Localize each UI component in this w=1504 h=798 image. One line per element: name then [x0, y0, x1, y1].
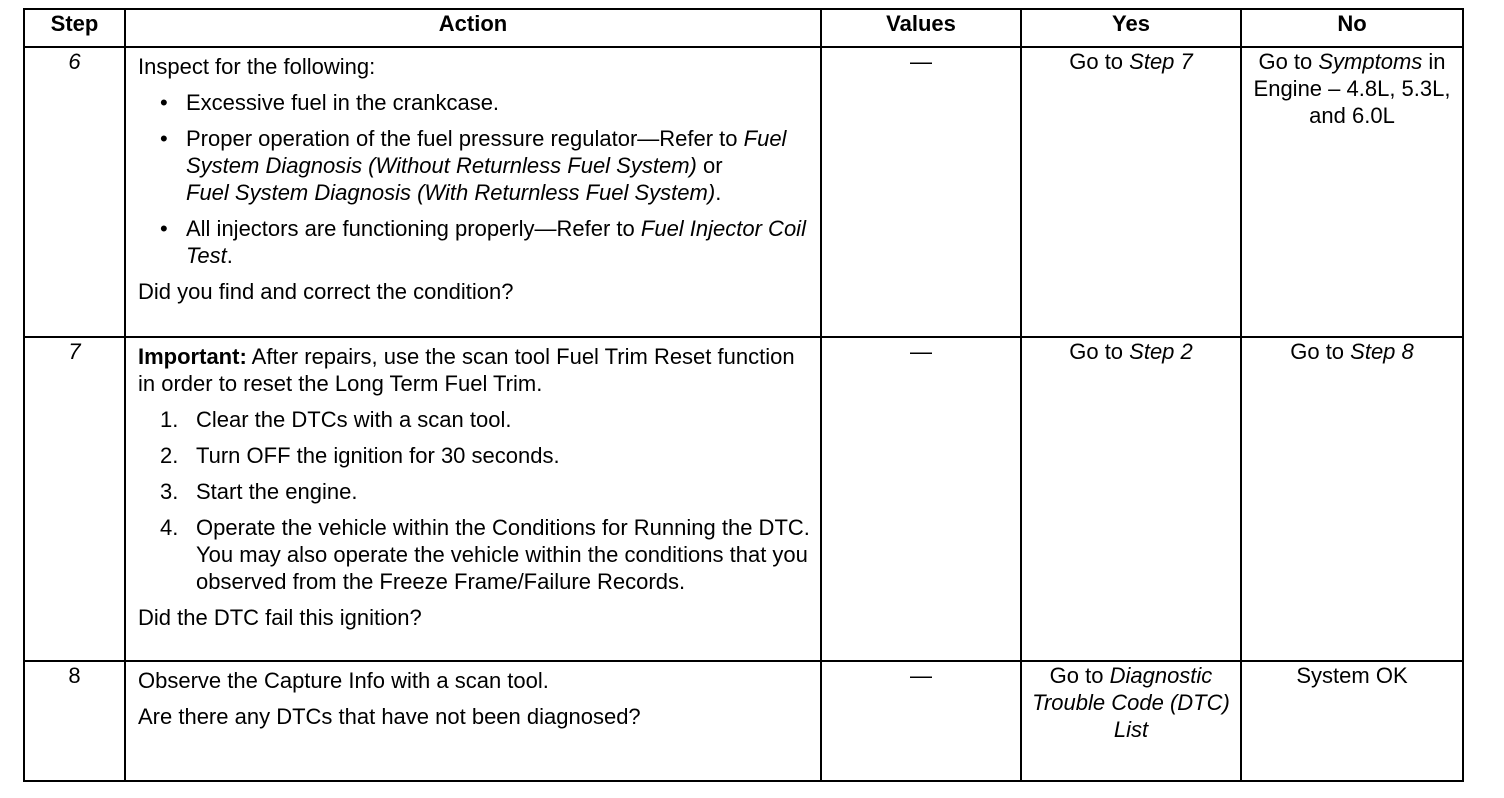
header-row [24, 9, 1463, 47]
action-cell [125, 661, 821, 781]
values-dash: — [910, 339, 932, 364]
bullet-text [186, 125, 810, 206]
action-question: Are there any DTCs that have not been diagnosed? [138, 704, 641, 729]
item-number: 3. [160, 479, 179, 504]
step-number: 6 [24, 47, 125, 337]
bullet-marker: • [160, 216, 168, 241]
bullet-item [160, 215, 810, 269]
bullet-text-part: . [226, 243, 233, 268]
table-row-step-6 [24, 47, 1463, 337]
action-text: Observe the Capture Info with a scan tool. [138, 668, 549, 693]
values-dash: — [910, 663, 932, 688]
important-note [138, 343, 810, 397]
no-cell [1241, 47, 1463, 337]
reference-link[interactable]: Fuel System Diagnosis (With Returnless Fuel System) [186, 180, 716, 205]
item-number: 2. [160, 443, 179, 468]
action-cell [125, 337, 821, 661]
table-row-step-8 [24, 661, 1463, 781]
bullet-text-part: or [696, 153, 723, 178]
reference-link[interactable]: Fuel Injector Coil Test [186, 216, 806, 268]
no-text: System OK [1296, 663, 1408, 688]
bullet-text-part: All injectors are functioning properly—Refer to [186, 216, 641, 241]
item-text: Turn OFF the ignition for 30 seconds. [196, 443, 560, 468]
header-step: Step [24, 9, 125, 47]
no-text: Go to [1258, 49, 1319, 74]
no-symptoms-link[interactable]: Symptoms [1318, 49, 1423, 74]
action-question: Did the DTC fail this ignition? [138, 605, 422, 630]
reference-link[interactable]: Fuel System Diagnosis (Without Returnless Fuel System) [186, 126, 787, 178]
header-values: Values [821, 9, 1021, 47]
important-text: After repairs, use the scan tool Fuel Trim Reset function in order to reset the Long Term Fuel Trim. [138, 344, 795, 396]
values-dash: — [910, 49, 932, 74]
item-text: Clear the DTCs with a scan tool. [196, 407, 512, 432]
header-yes: Yes [1021, 9, 1241, 47]
no-text: Go to [1290, 339, 1351, 364]
item-text: Start the engine. [196, 479, 358, 504]
yes-text: Go to [1049, 663, 1110, 688]
item-number: 4. [160, 515, 179, 540]
yes-text: Go to [1069, 49, 1130, 74]
yes-step-link[interactable]: Step 2 [1129, 339, 1193, 364]
no-cell [1241, 337, 1463, 661]
action-question: Did you find and correct the condition? [138, 279, 514, 304]
numbered-item [160, 406, 810, 433]
yes-dtc-list-link[interactable]: Diagnostic Trouble Code (DTC) List [1032, 663, 1230, 742]
step-number: 8 [24, 661, 125, 781]
item-text: Operate the vehicle within the Conditions for Running the DTC. You may also operate the vehicle within the conditions that you observed from the Freeze Frame/Failure Records. [196, 515, 810, 594]
yes-cell [1021, 661, 1241, 781]
action-intro: Inspect for the following: [138, 54, 376, 79]
bullet-text-part: . [715, 180, 722, 205]
yes-text: Go to [1069, 339, 1130, 364]
diagnostic-table [23, 8, 1464, 782]
no-cell [1241, 661, 1463, 781]
no-text: in Engine – 4.8L, 5.3L, and 6.0L [1253, 49, 1451, 128]
bullet-marker: • [160, 90, 168, 115]
no-step-link[interactable]: Step 8 [1350, 339, 1414, 364]
table-row-step-7 [24, 337, 1463, 661]
values-cell [821, 661, 1021, 781]
values-cell [821, 337, 1021, 661]
numbered-item [160, 442, 810, 469]
step-number: 7 [24, 337, 125, 661]
yes-cell [1021, 47, 1241, 337]
bullet-text [186, 215, 810, 269]
item-number: 1. [160, 407, 179, 432]
numbered-item [160, 514, 810, 595]
bullet-marker: • [160, 126, 168, 151]
action-cell [125, 47, 821, 337]
yes-cell [1021, 337, 1241, 661]
important-label: Important: [138, 344, 247, 369]
bullet-item [160, 125, 810, 206]
header-action: Action [125, 9, 821, 47]
bullet-item [160, 89, 810, 116]
numbered-item [160, 478, 810, 505]
values-cell [821, 47, 1021, 337]
bullet-text: Excessive fuel in the crankcase. [186, 90, 500, 115]
header-no: No [1241, 9, 1463, 47]
yes-step-link[interactable]: Step 7 [1129, 49, 1193, 74]
bullet-text-part: Proper operation of the fuel pressure regulator—Refer to [186, 126, 744, 151]
